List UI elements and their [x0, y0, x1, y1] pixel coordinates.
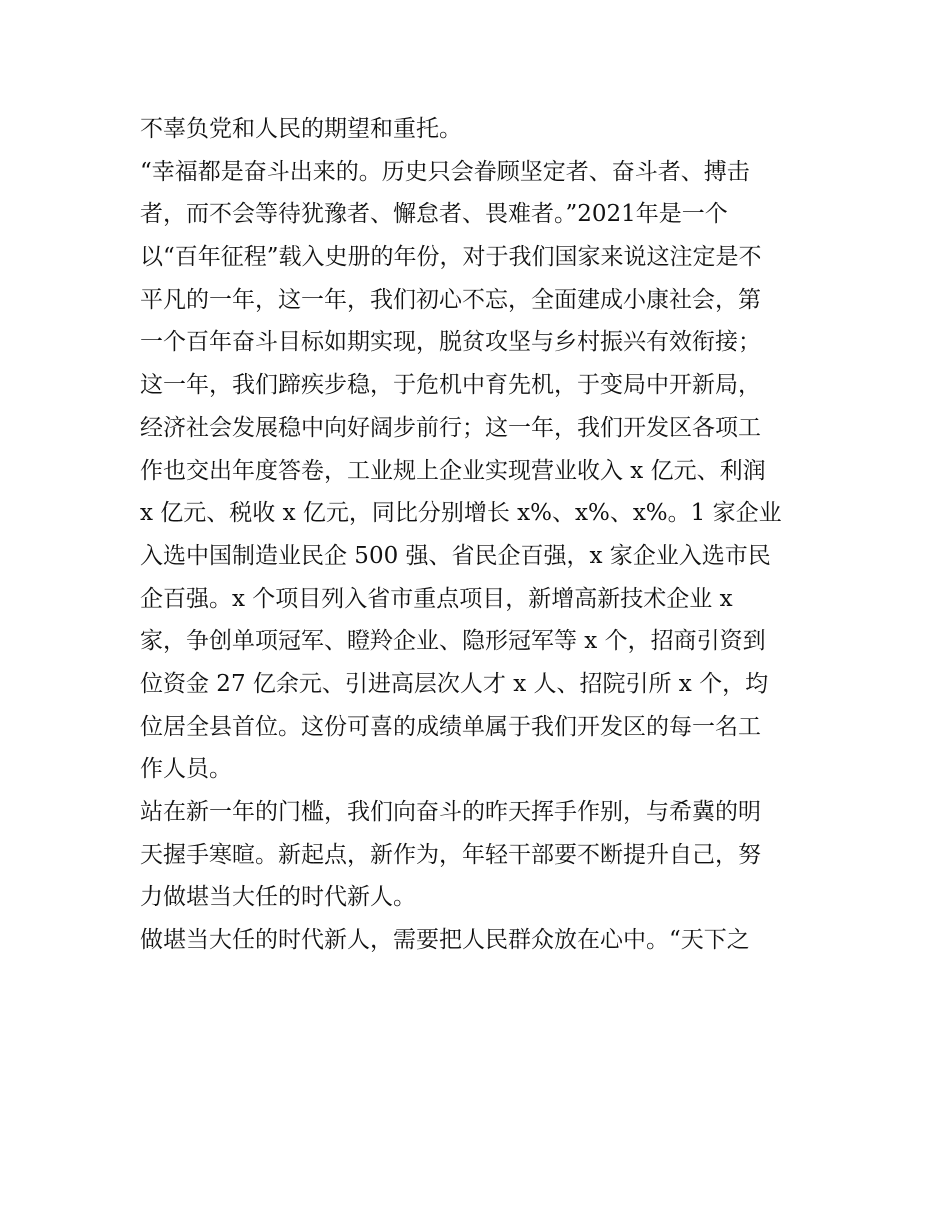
text-line: 这一年，我们蹄疾步稳，于危机中育先机，于变局中开新局， — [140, 372, 761, 399]
text-line: 位资金 27 亿余元、引进高层次人才 x 人、招院引所 x 个，均 — [140, 670, 769, 697]
text-line: 家，争创单项冠军、瞪羚企业、隐形冠军等 x 个，招商引资到 — [140, 628, 766, 655]
text-line: “幸福都是奋斗出来的。历史只会眷顾坚定者、奋斗者、搏击 — [140, 158, 750, 185]
text-line: 不辜负党和人民的期望和重托。 — [140, 116, 462, 142]
text-line: 经济社会发展稳中向好阔步前行；这一年，我们开发区各项工 — [140, 414, 761, 441]
text-line: 企百强。x 个项目列入省市重点项目，新增高新技术企业 x — [140, 585, 733, 612]
text-line: x 亿元、税收 x 亿元，同比分别增长 x%、x%、x%。1 家企业 — [140, 500, 782, 527]
text-line: 入选中国制造业民企 500 强、省民企百强，x 家企业入选市民 — [140, 542, 771, 569]
text-line: 做堪当大任的时代新人，需要把人民群众放在心中。“天下之 — [140, 927, 750, 954]
text-line: 以“百年征程”载入史册的年份，对于我们国家来说这注定是不 — [140, 244, 762, 271]
text-line: 天握手寒暄。新起点，新作为，年轻干部要不断提升自己，努 — [140, 841, 761, 868]
text-line: 位居全县首位。这份可喜的成绩单属于我们开发区的每一名工 — [140, 713, 761, 740]
body-text — [140, 108, 820, 962]
text-line: 者，而不会等待犹豫者、懈怠者、畏难者。”2021年是一个 — [140, 201, 728, 228]
text-line: 站在新一年的门槛，我们向奋斗的昨天挥手作别，与希冀的明 — [140, 799, 761, 825]
text-line: 作也交出年度答卷，工业规上企业实现营业收入 x 亿元、利润 — [140, 457, 766, 484]
text-line: 作人员。 — [140, 756, 232, 783]
text-line: 平凡的一年，这一年，我们初心不忘，全面建成小康社会，第 — [140, 286, 761, 313]
text-line: 一个百年奋斗目标如期实现，脱贫攻坚与乡村振兴有效衔接； — [140, 329, 761, 356]
text-line: 力做堪当大任的时代新人。 — [140, 884, 416, 911]
